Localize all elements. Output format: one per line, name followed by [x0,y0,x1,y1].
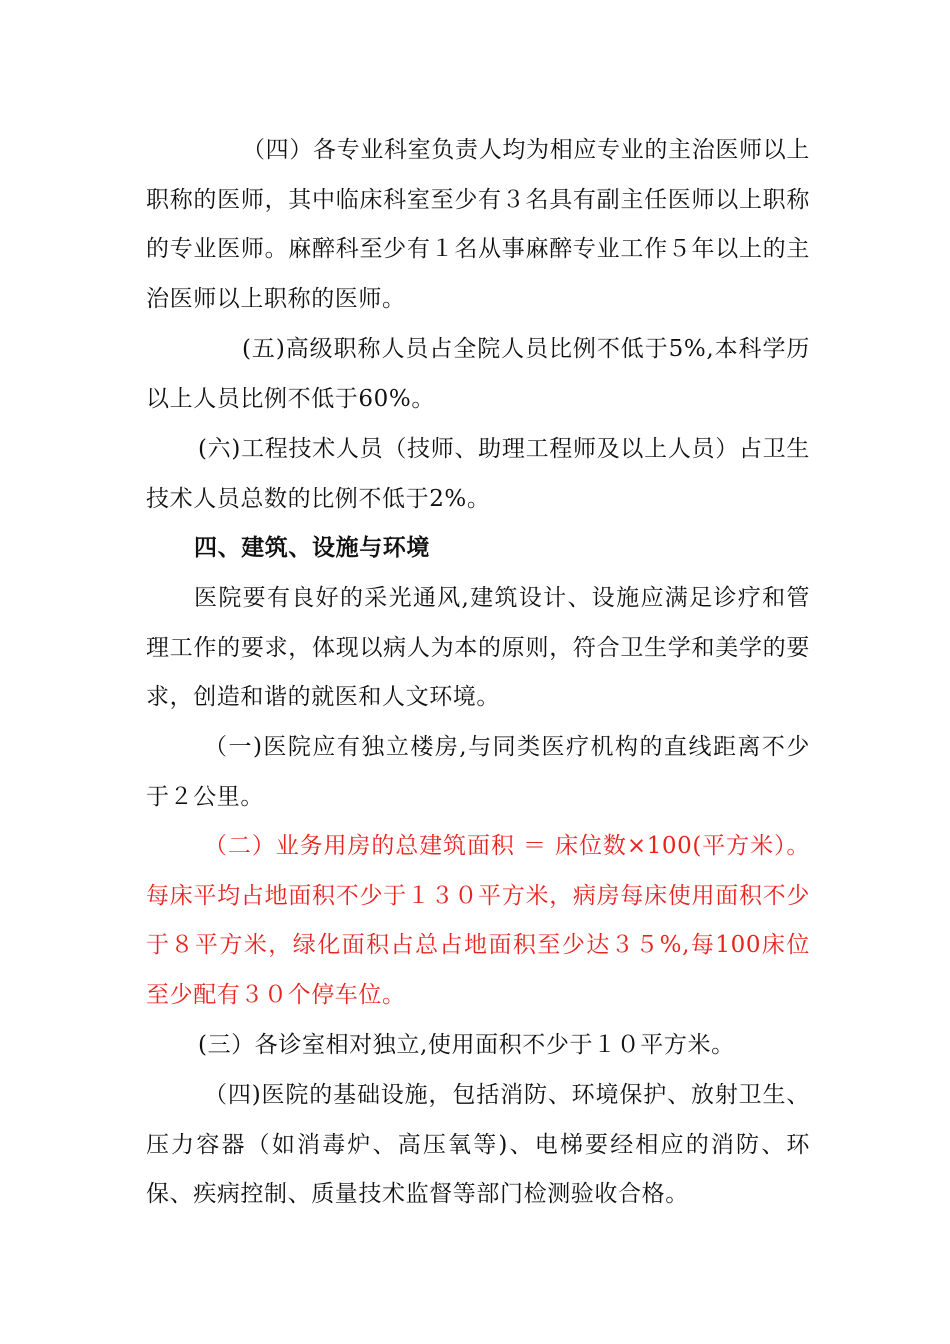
section-heading-buildings: 四、建筑、设施与环境 [194,535,430,561]
paragraph-senior-doctors: （四）各专业科室负责人均为相应专业的主治医师以上职称的医师，其中临床科室至少有３名具有副主任医师以上职称的专业医师。麻醉科至少有１名从事麻醉专业工作５年以上的主治医师以上职称的医师。 [146,137,810,312]
paragraph-consulting-rooms: (三）各诊室相对独立,使用面积不少于１０平方米。 [198,1032,735,1058]
paragraph-infrastructure-inspection: （四)医院的基础设施，包括消防、环境保护、放射卫生、压力容器（如消毒炉、高压氧等)、电梯要经相应的消防、环保、疾病控制、质量技术监督等部门检测验收合格。 [146,1082,810,1207]
paragraph-building-requirements: 医院要有良好的采光通风,建筑设计、设施应满足诊疗和管理工作的要求，体现以病人为本的原则，符合卫生学和美学的要求，创造和谐的就医和人文环境。 [146,585,810,710]
paragraph-independent-building: （一)医院应有独立楼房,与同类医疗机构的直线距离不少于２公里。 [146,734,810,810]
paragraph-senior-title-ratio: (五)高级职称人员占全院人员比例不低于5%,本科学历以上人员比例不低于60%。 [146,336,810,412]
paragraph-floor-area-highlight: （二）业务用房的总建筑面积 ＝ 床位数×100(平方米）。每床平均占地面积不少于１３０平方米，病房每床使用面积不少于８平方米，绿化面积占总占地面积至少达３５%,每100床位至少配有３０个停车位。 [146,833,810,1008]
paragraph-engineering-staff: (六)工程技术人员（技师、助理工程师及以上人员）占卫生技术人员总数的比例不低于2%。 [146,436,810,512]
